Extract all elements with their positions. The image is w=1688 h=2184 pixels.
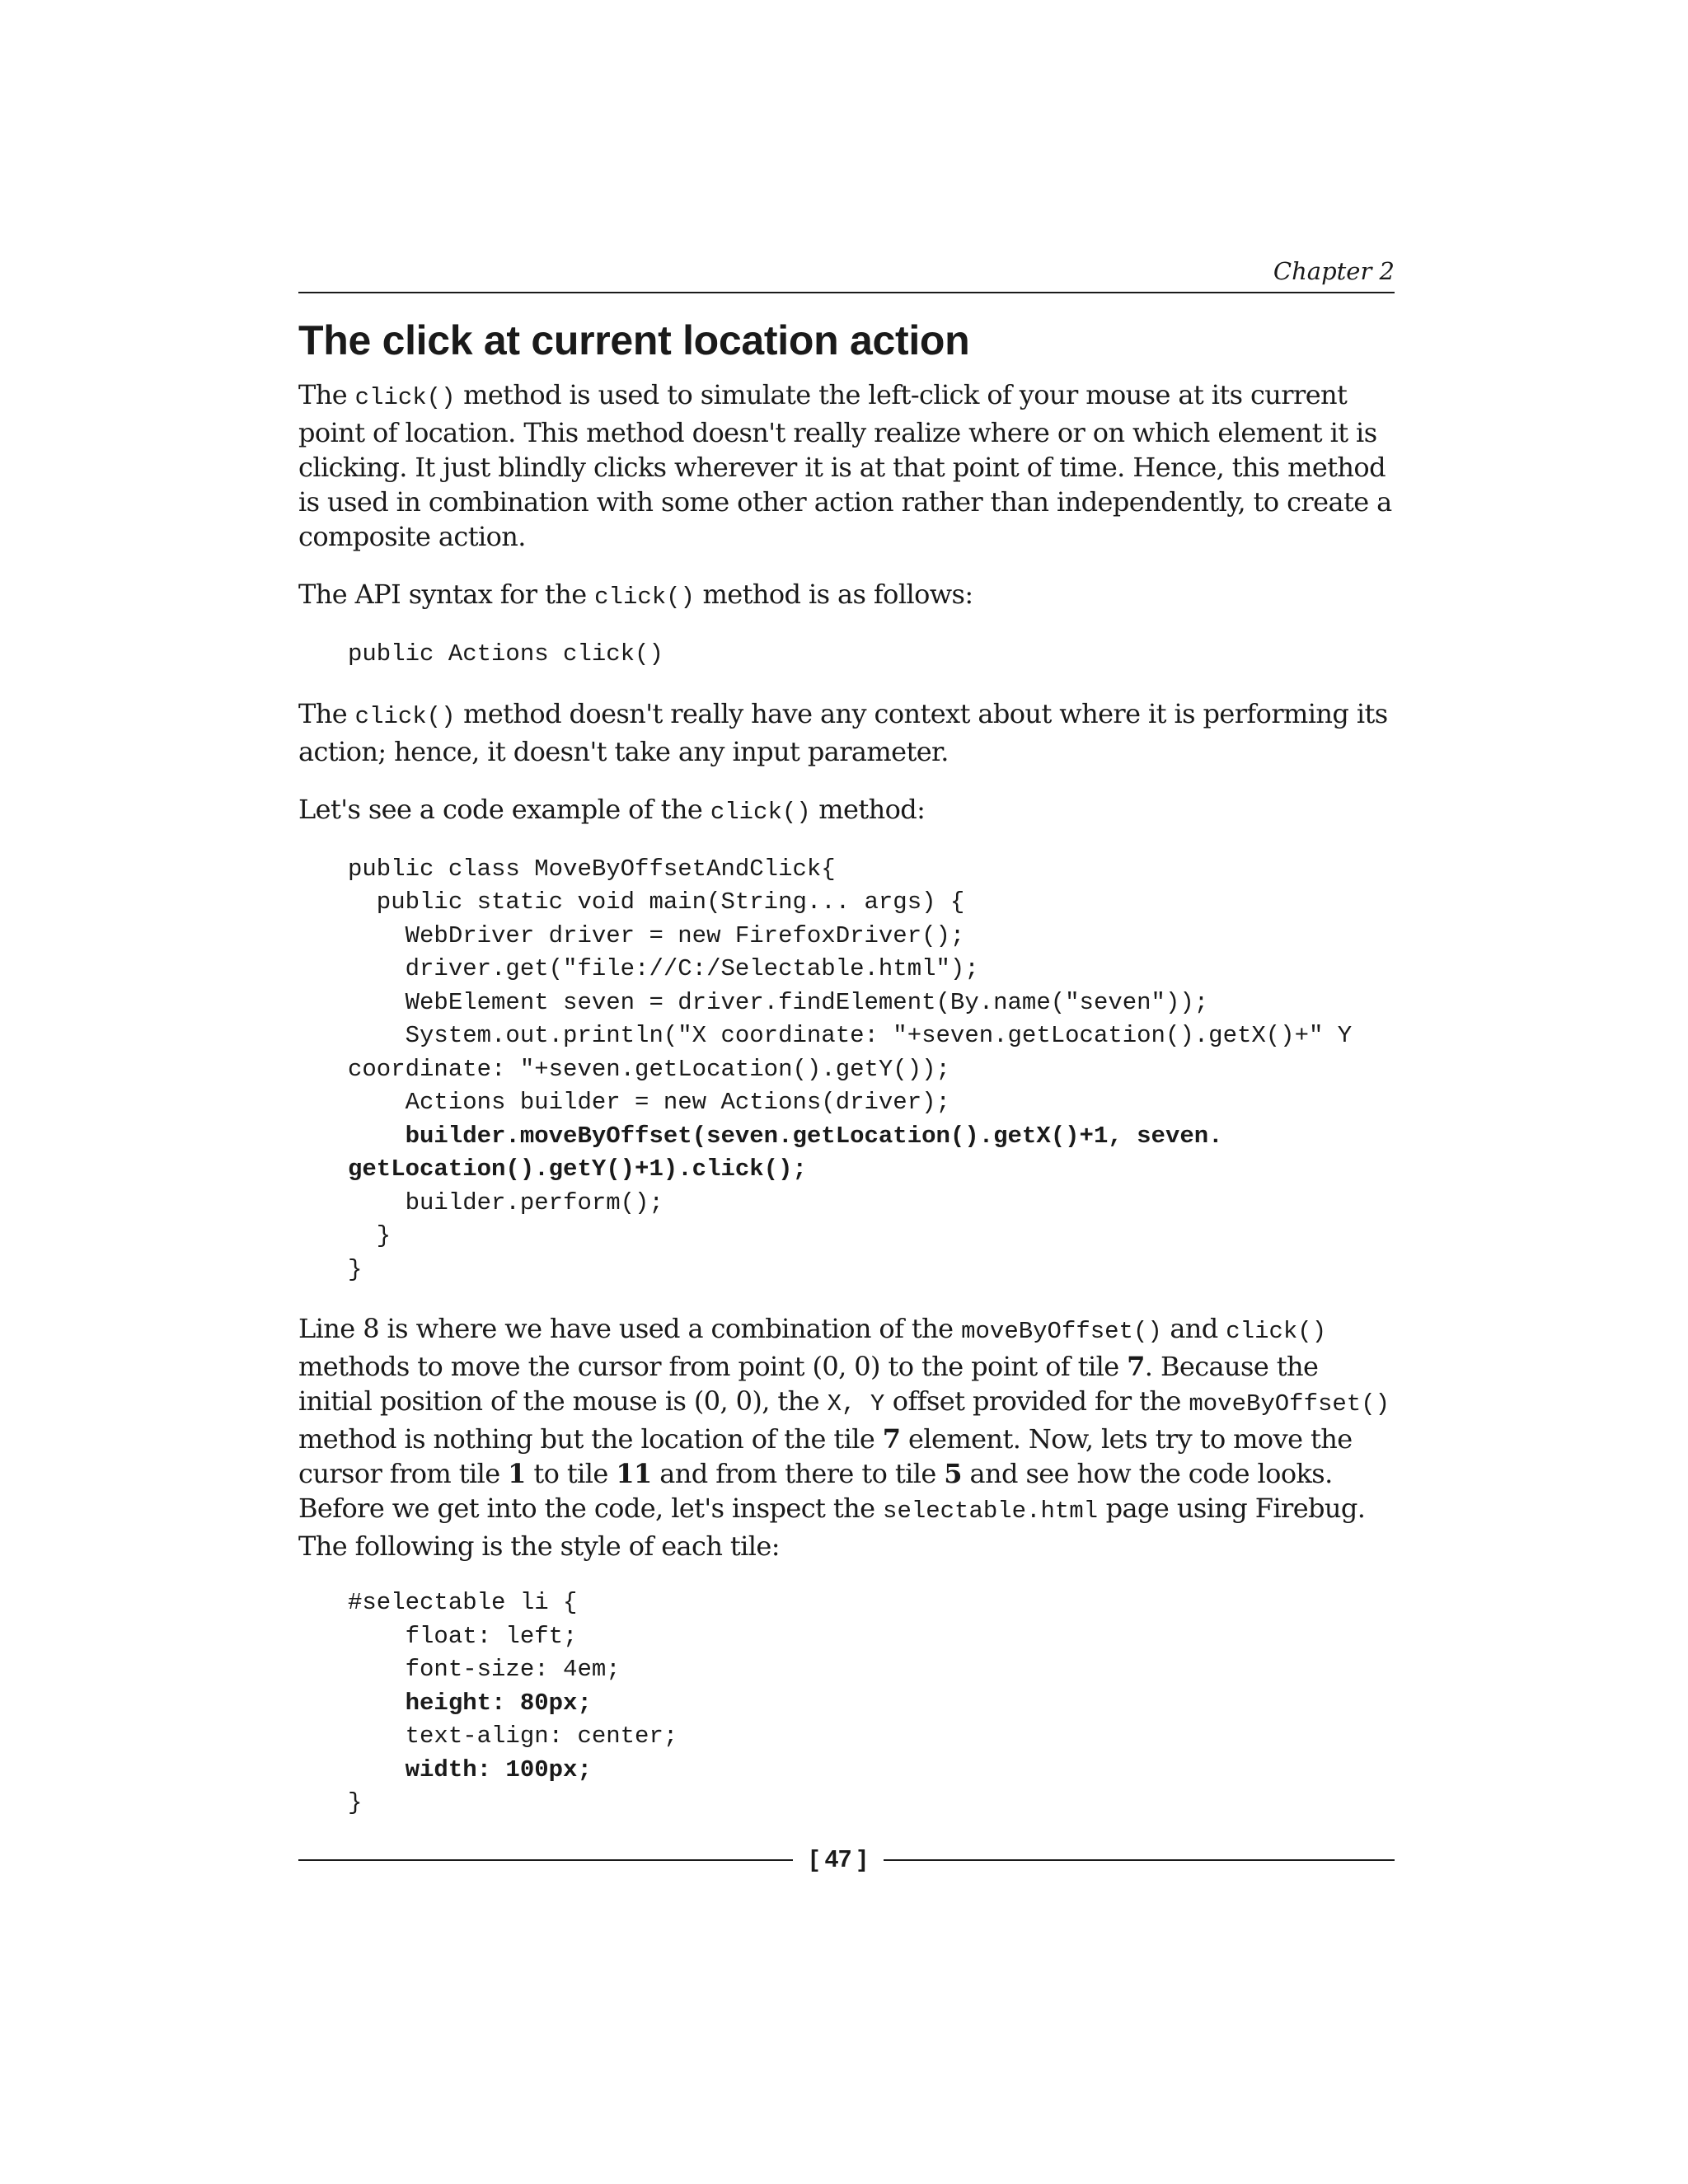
code-line: driver.get("file://C:/Selectable.html"); <box>348 955 979 982</box>
code-block-syntax <box>348 638 1395 672</box>
text: Let's see a code example of the <box>298 793 710 825</box>
text: and from there to tile <box>651 1458 945 1489</box>
footer-rule-left <box>298 1859 793 1861</box>
code-line: public class MoveByOffsetAndClick{ <box>348 855 836 883</box>
code-line: } <box>348 1789 363 1816</box>
code-line: WebDriver driver = new FirefoxDriver(); <box>348 921 965 949</box>
inline-code: click() <box>594 583 695 611</box>
bold-number: 11 <box>616 1458 652 1489</box>
code-line-highlighted: getLocation().getY()+1).click(); <box>348 1155 807 1183</box>
paragraph-explanation <box>298 1311 1395 1563</box>
text: method is used to simulate the left-click of your mouse at its current point of location. This method doesn't really realize where or on which element it is clicking. It just blindly clicks wherever it is at that point of time. Hence, this method is used in combination with some other action rather than independently, to create a composite action. <box>298 379 1392 552</box>
text: method doesn't really have any context about where it is performing its action; hence, it doesn't take any input parameter. <box>298 697 1388 767</box>
code-line: coordinate: "+seven.getLocation().getY()); <box>348 1055 950 1083</box>
header-rule <box>298 292 1395 293</box>
code-line: } <box>348 1222 392 1249</box>
paragraph-context <box>298 696 1395 769</box>
page-content <box>298 313 1395 1845</box>
page-footer <box>298 1843 1395 1876</box>
text: method is nothing but the location of the tile <box>298 1423 883 1455</box>
inline-code: moveByOffset() <box>1189 1390 1390 1418</box>
paragraph-example-intro <box>298 792 1395 830</box>
inline-code: X, Y <box>827 1390 885 1418</box>
paragraph-intro <box>298 377 1395 554</box>
text: Line 8 is where we have used a combination of the <box>298 1313 962 1344</box>
code-line-highlighted: width: 100px; <box>348 1755 592 1783</box>
running-head: Chapter 2 <box>1273 257 1395 285</box>
inline-code: click() <box>354 384 456 411</box>
code-block-css <box>348 1586 1395 1821</box>
inline-code: click() <box>710 798 811 826</box>
code-line: Actions builder = new Actions(driver); <box>348 1089 950 1116</box>
footer-rule-right <box>884 1859 1395 1861</box>
code-line: public static void main(String... args) { <box>348 888 965 916</box>
bold-number: 1 <box>508 1458 526 1489</box>
code-line: WebElement seven = driver.findElement(By.name("seven")); <box>348 988 1209 1016</box>
bold-number: 5 <box>944 1458 962 1489</box>
code-line: text-align: center; <box>348 1722 678 1750</box>
code-line-highlighted: height: 80px; <box>348 1689 592 1717</box>
text: methods to move the cursor from point (0, 0) to the point of tile <box>298 1351 1128 1382</box>
paragraph-syntax-intro <box>298 577 1395 615</box>
text: element. Now, lets try to move the cursor from tile <box>298 1423 1353 1489</box>
bold-number: 7 <box>882 1423 901 1455</box>
code-block-example <box>348 853 1395 1287</box>
text: to tile <box>525 1458 617 1489</box>
text: The <box>298 379 355 410</box>
text: and <box>1161 1313 1226 1344</box>
inline-code: click() <box>354 702 456 730</box>
text: The API syntax for the <box>298 579 595 610</box>
text: page using Firebug. The following is the style of each tile: <box>298 1493 1366 1562</box>
code-line: } <box>348 1255 363 1283</box>
code-line: System.out.println("X coordinate: "+seven.getLocation().getX()+" Y <box>348 1022 1353 1049</box>
text: method: <box>810 793 926 825</box>
text: and see how the code looks. Before we get into the code, let's inspect the <box>298 1458 1333 1524</box>
inline-code: selectable.html <box>883 1497 1099 1525</box>
text: The <box>298 697 355 729</box>
inline-code: moveByOffset() <box>961 1318 1162 1345</box>
code-line-highlighted: builder.moveByOffset(seven.getLocation().getX()+1, seven. <box>348 1122 1223 1150</box>
text: offset provided for the <box>884 1385 1189 1417</box>
section-title: The click at current location action <box>298 317 970 363</box>
code-line: float: left; <box>348 1622 578 1650</box>
code-line: font-size: 4em; <box>348 1656 621 1683</box>
code-line: builder.perform(); <box>348 1188 663 1216</box>
text: method is as follows: <box>694 579 973 610</box>
code-line: #selectable li { <box>348 1589 578 1616</box>
bold-number: 7 <box>1127 1351 1145 1382</box>
page-number: [ 47 ] <box>810 1846 866 1872</box>
code-line: public Actions click() <box>348 640 663 668</box>
text: . Because the initial position of the mouse is (0, 0), the <box>298 1351 1319 1417</box>
inline-code: click() <box>1226 1318 1327 1345</box>
